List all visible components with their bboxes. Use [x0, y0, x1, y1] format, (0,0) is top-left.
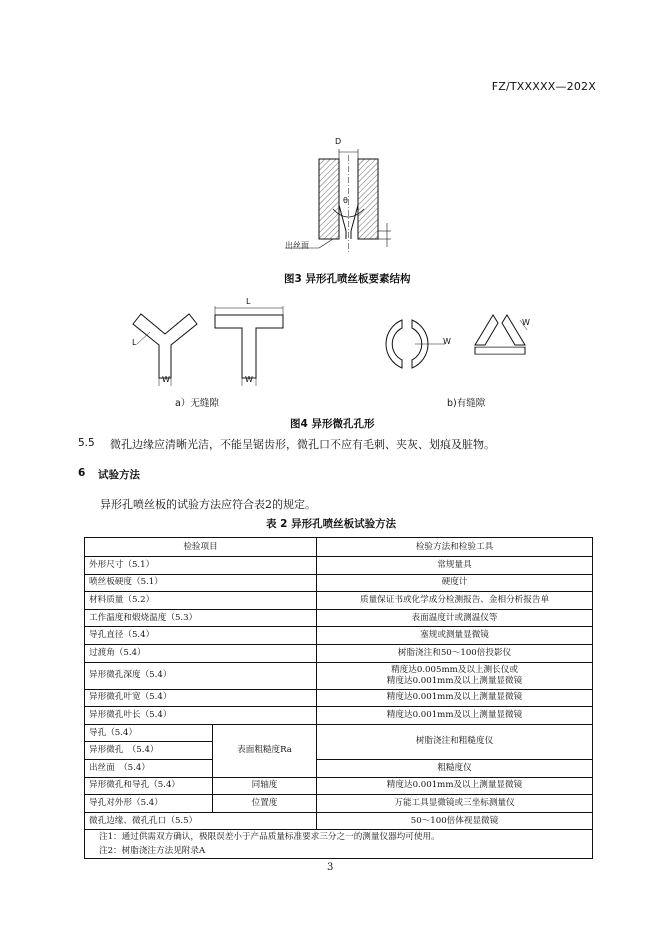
row-method: 50～100倍体视显微镜 [317, 812, 593, 830]
figure3-label-d: D [335, 137, 342, 146]
figure4-label-w-triangle: W [522, 318, 530, 327]
figure4-label-w-y: W [162, 375, 170, 384]
table-row [85, 662, 593, 689]
figure3-label-outlet: 出丝面 [285, 241, 309, 250]
row-item: 外形尺寸（5.1） [85, 557, 317, 575]
row-method: 常规量具 [317, 557, 593, 575]
table-row [85, 759, 593, 777]
table-row [85, 812, 593, 830]
figure4-drawing [115, 300, 565, 390]
row-item: 异形微孔深度（5.4） [85, 662, 317, 689]
table-row [85, 707, 593, 725]
row-method: 精度达0.001mm及以上测量显微镜 [317, 689, 593, 707]
row-method: 塞规或测量显微镜 [317, 627, 593, 645]
table-row [85, 609, 593, 627]
row-method-line2: 精度达0.001mm及以上测量显微镜 [386, 675, 523, 686]
table-notes [85, 844, 593, 859]
table-note-2: 注2：树脂浇注方法见附录A [85, 844, 593, 859]
figure4-label-w-ring: W [443, 337, 451, 346]
row-item: 异形微孔叶长（5.4） [85, 707, 317, 725]
standard-code: FZ/TXXXXX—202X [491, 80, 596, 93]
table-row [85, 627, 593, 645]
table-note-1: 注1：通过供需双方确认，极限误差小于产品质量标准要求三分之一的测量仪器均可使用。 [85, 830, 593, 845]
table2-title: 表 2 异形孔喷丝板试验方法 [266, 518, 397, 530]
row-item: 导孔对外形（5.4） [85, 795, 213, 813]
section-6-number: 6 [78, 467, 86, 479]
figure4-subcaption-a: a）无缝隙 [175, 398, 219, 409]
figure4-subcaption-b: b)有缝隙 [447, 398, 486, 409]
table-row [85, 644, 593, 662]
row-item: 工作温度和煅烧温度（5.3） [85, 609, 317, 627]
section-6-paragraph: 异形孔喷丝板的试验方法应符合表2的规定。 [100, 498, 316, 511]
row-method [317, 662, 593, 689]
row-method: 硬度计 [317, 574, 593, 592]
table-row [85, 795, 593, 813]
section-5-5-number: 5.5 [78, 437, 95, 449]
section-6-title: 试验方法 [98, 469, 140, 481]
row-method: 树脂浇注和50～100倍投影仪 [317, 644, 593, 662]
figure4-caption: 图4 异形微孔孔形 [290, 418, 375, 430]
table-row [85, 724, 593, 742]
page-number: 3 [327, 862, 334, 873]
row-item: 异形微孔叶宽（5.4） [85, 689, 317, 707]
row-method: 粗糙度仪 [317, 759, 593, 777]
table-row [85, 592, 593, 610]
row-position-label: 位置度 [213, 795, 317, 813]
row-coaxial-label: 同轴度 [213, 777, 317, 795]
row-item: 材料质量（5.2） [85, 592, 317, 610]
row-item: 异形微孔 （5.4） [85, 742, 213, 760]
section-5-5-text: 微孔边缘应清晰光洁，不能呈锯齿形，微孔口不应有毛刺、夹灰、划痕及脏物。 [110, 438, 495, 451]
table2 [84, 537, 593, 859]
row-method: 精度达0.001mm及以上测量显微镜 [317, 707, 593, 725]
figure3-label-theta: θ [343, 196, 348, 205]
row-method: 精度达0.001mm及以上测量显微镜 [317, 777, 593, 795]
table-row [85, 777, 593, 795]
figure4-label-l-t: L [246, 297, 251, 306]
row-method: 万能工具显微镜或三坐标测量仪 [317, 795, 593, 813]
row-method: 表面温度计或测温仪等 [317, 609, 593, 627]
figure3-caption: 图3 异形孔喷丝板要素结构 [284, 273, 411, 285]
figure4-label-l-y: L [132, 338, 137, 347]
row-roughness-label: 表面粗糙度Ra [213, 724, 317, 777]
row-item: 出丝面 （5.4） [85, 759, 213, 777]
row-item: 过渡角（5.4） [85, 644, 317, 662]
header-item: 检验项目 [85, 538, 317, 557]
row-item: 微孔边缘、微孔孔口（5.5） [85, 812, 317, 830]
row-method-line1: 精度达0.005mm及以上测长仪或 [391, 664, 518, 675]
row-item: 喷丝板硬度（5.1） [85, 574, 317, 592]
table-row [85, 574, 593, 592]
figure4-label-w-t: W [245, 375, 253, 384]
row-item: 异形微孔和导孔（5.4） [85, 777, 213, 795]
row-method: 树脂浇注和粗糙度仪 [317, 724, 593, 759]
table-notes [85, 830, 593, 845]
row-item: 导孔直径（5.4） [85, 627, 317, 645]
row-item: 导孔（5.4） [85, 724, 213, 742]
table-row [85, 557, 593, 575]
row-method: 质量保证书或化学成分检测报告、金相分析报告单 [317, 592, 593, 610]
table-row [85, 689, 593, 707]
header-method: 检验方法和检验工具 [317, 538, 593, 557]
table-header-row [85, 538, 593, 557]
